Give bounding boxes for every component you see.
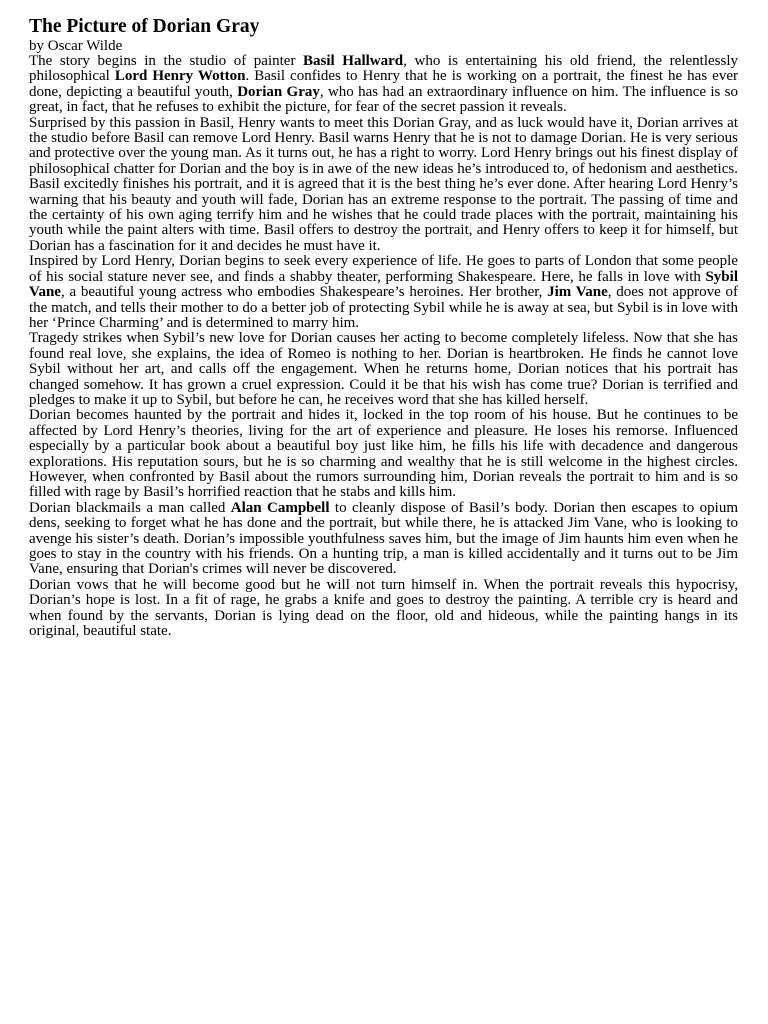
character-name: Jim Vane bbox=[547, 284, 608, 301]
paragraph bbox=[29, 408, 738, 500]
paragraph bbox=[29, 578, 738, 640]
character-name: Dorian Gray bbox=[237, 83, 320, 100]
document-title: The Picture of Dorian Gray bbox=[29, 16, 260, 37]
text-run: Dorian becomes haunted by the portrait and hides it, locked in the top room of his house. But he continues to be affected by Lord Henry’s theories, living for the art of experience and pleasure. He loses his remorse. Influenced especially by a particular book about a beautiful boy just like him, he fills his life with decadence and dangerous explorations. His reputation sours, but he is so charming and wealthy that he is still welcome in the highest circles. However, when confronted by Basil about the rumors surrounding him, Dorian reveals the portrait to him and is so filled with rage by Basil’s horrified reaction that he stabs and kills him. bbox=[29, 407, 738, 501]
character-name: Basil Hallward bbox=[303, 53, 404, 69]
document-author: by Oscar Wilde bbox=[29, 38, 123, 54]
character-name: Alan Campbell bbox=[230, 499, 330, 516]
paragraph bbox=[29, 331, 738, 408]
text-run: Dorian vows that he will become good but he will not turn himself in. When the portrait reveals this hypocrisy, Dorian’s hope is lost. In a fit of rage, he grabs a knife and goes to destroy the painting. A terrible cry is heard and when found by the servants, Dorian is lying dead on the floor, old and hideous, while the painting hangs in its original, beautiful state. bbox=[29, 576, 738, 640]
text-run: Tragedy strikes when Sybil’s new love for Dorian causes her acting to become completely lifeless. Now that she has found real love, she explains, the idea of Romeo is nothing to her. Dorian is heartbroken. He finds he cannot love Sybil without her art, and calls off the engagement. When he returns home, Dorian notices that his portrait has changed somehow. It has grown a cruel expression. Could it be that his wish has come true? Dorian is terrified and pledges to make it up to Sybil, but before he can, he receives word that she has killed herself. bbox=[29, 330, 738, 408]
document-page bbox=[29, 16, 738, 639]
text-run: to cleanly dispose of Basil’s body. Dorian then escapes to opium dens, seeking to forget what he has done and the portrait, but while there, he is attacked Jim Vane, who is looking to avenge his sister’s death. Dorian’s impossible youthfulness saves him, but the image of Jim haunts him even when he goes to stay in the country with his friends. On a hunting trip, a man is killed accidentally and it turns out to be Jim Vane, ensuring that Dorian's crimes will never be discovered. bbox=[29, 499, 738, 578]
text-run: , a beautiful young actress who embodies Shakespeare’s heroines. Her brother, bbox=[60, 284, 548, 301]
character-name: Lord Henry Wotton bbox=[114, 68, 246, 85]
character-name: Sybil Vane bbox=[29, 268, 738, 301]
text-run: Inspired by Lord Henry, Dorian begins to seek every experience of life. He goes to parts of London that some people of his social stature never see, and finds a shabby theater, performing Shakespeare. Here, he falls in love with bbox=[29, 253, 738, 285]
text-run: , who is entertaining his old friend, the relentlessly philosophical bbox=[29, 53, 738, 85]
paragraph bbox=[29, 54, 738, 116]
text-run: , who has had an extraordinary influence on him. The influence is so great, in fact, that he refuses to exhibit the picture, for fear of the secret passion it reveals. bbox=[29, 83, 738, 116]
text-run: . Basil confides to Henry that he is working on a portrait, the finest he has ever done, depicting a beautiful youth, bbox=[29, 68, 738, 100]
paragraph bbox=[29, 116, 738, 178]
paragraph bbox=[29, 177, 738, 254]
text-run: Surprised by this passion in Basil, Henry wants to meet this Dorian Gray, and as luck would have it, Dorian arrives at the studio before Basil can remove Lord Henry. Basil warns Henry that he is not to damage Dorian. He is very serious and protective over the young man. As it turns out, he has a right to worry. Lord Henry brings out his finest display of philosophical chatter for Dorian and the boy is in awe of the new ideas he’s introduced to, of hedonism and aesthetics. bbox=[29, 114, 738, 177]
text-run: Basil excitedly finishes his portrait, and it is agreed that it is the best thing he’s ever done. After hearing Lord Henry’s warning that his beauty and youth will fade, Dorian has an extreme response to the portrait. The passing of time and the certainty of his own aging terrify him and he wishes that he could trade places with the portrait, maintaining his youth while the paint alters with time. Basil offers to destroy the portrait, and Henry offers to keep it for himself, but Dorian has a fascination for it and decides he must have it. bbox=[29, 176, 738, 254]
text-run: , does not approve of the match, and tells their mother to do a better job of protecting Sybil while he is away at sea, but Sybil is in love with her ‘Prince Charming’ and is determined to marry him. bbox=[29, 284, 738, 331]
text-run: The story begins in the studio of painter bbox=[29, 53, 304, 69]
text-run: Dorian blackmails a man called bbox=[29, 499, 231, 516]
document-body bbox=[29, 54, 738, 639]
paragraph bbox=[29, 254, 738, 331]
paragraph bbox=[29, 501, 738, 578]
